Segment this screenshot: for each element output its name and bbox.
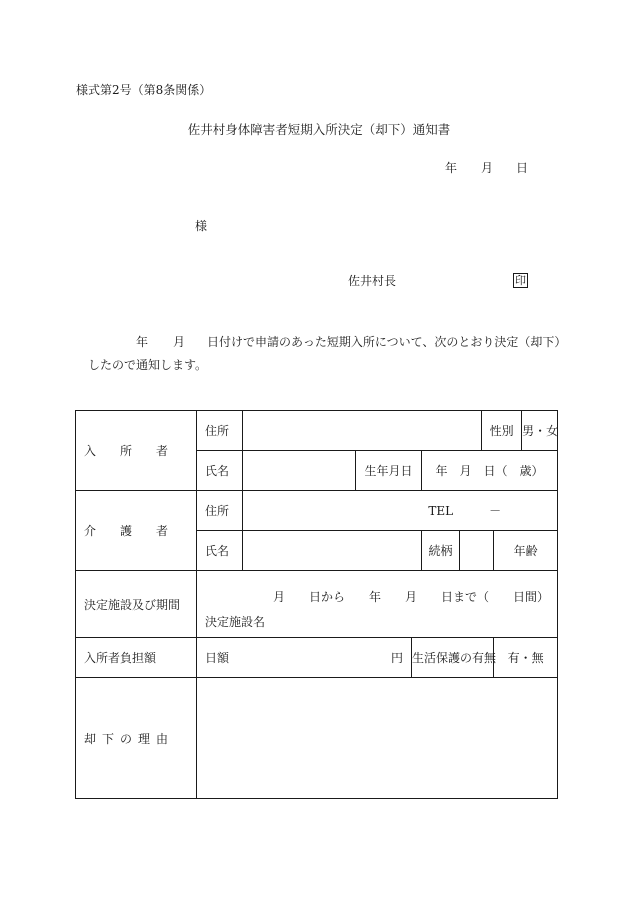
resident-sex-value[interactable]: 男・女 [522,411,558,451]
resident-name-label: 氏名 [197,451,243,491]
date-month-label: 月 [481,161,494,175]
body-text-line2: したので通知します。 [88,358,208,372]
resident-sex-label: 性別 [482,411,522,451]
caregiver-name-label: 氏名 [197,531,243,571]
caregiver-header: 介 護 者 [76,491,197,571]
burden-header: 入所者負担額 [76,638,197,678]
resident-address-label: 住所 [197,411,243,451]
burden-daily-field[interactable] [197,638,412,678]
yen-label: 円 [390,651,403,665]
date-day-label: 日 [516,161,529,175]
date-year-label: 年 [445,161,458,175]
recipient-honorific: 様 [195,219,208,233]
resident-name-field[interactable] [243,451,356,491]
caregiver-relation-label: 続柄 [422,531,460,571]
welfare-label: 生活保護の有無 [412,638,494,678]
welfare-value[interactable]: 有・無 [494,638,558,678]
body-month-label: 月 [173,335,186,349]
body-year-label: 年 [136,335,149,349]
reject-reason-header: 却下の理由 [76,678,197,799]
form-number-label: 様式第2号（第8条関係） [76,83,212,97]
daily-label: 日額 [205,651,230,665]
resident-header: 入 所 者 [76,411,197,491]
facility-period-header: 決定施設及び期間 [76,571,197,638]
document-title: 佐井村身体障害者短期入所決定（却下）通知書 [187,122,451,137]
caregiver-address-label: 住所 [197,491,243,531]
facility-name-label: 決定施設名 [205,615,266,629]
period-text: 月 日から 年 月 日まで（ 日間） [273,590,550,604]
resident-address-field[interactable] [243,411,482,451]
issuer-name: 佐井村長 [348,274,397,288]
caregiver-address-tel-field[interactable]: TEL － [243,491,558,531]
facility-period-field[interactable] [197,571,558,638]
reject-reason-field[interactable] [197,678,558,799]
seal-mark: 印 [515,274,526,287]
resident-birth-field[interactable]: 年 月 日（ 歳） [422,451,558,491]
caregiver-name-field[interactable] [243,531,422,571]
body-text-line1: 日付けで申請のあった短期入所について、次のとおり決定（却下） [207,335,567,349]
caregiver-relation-field[interactable] [460,531,494,571]
notice-form-table [75,410,558,799]
caregiver-age-label: 年齢 [494,531,558,571]
resident-birth-label: 生年月日 [356,451,422,491]
